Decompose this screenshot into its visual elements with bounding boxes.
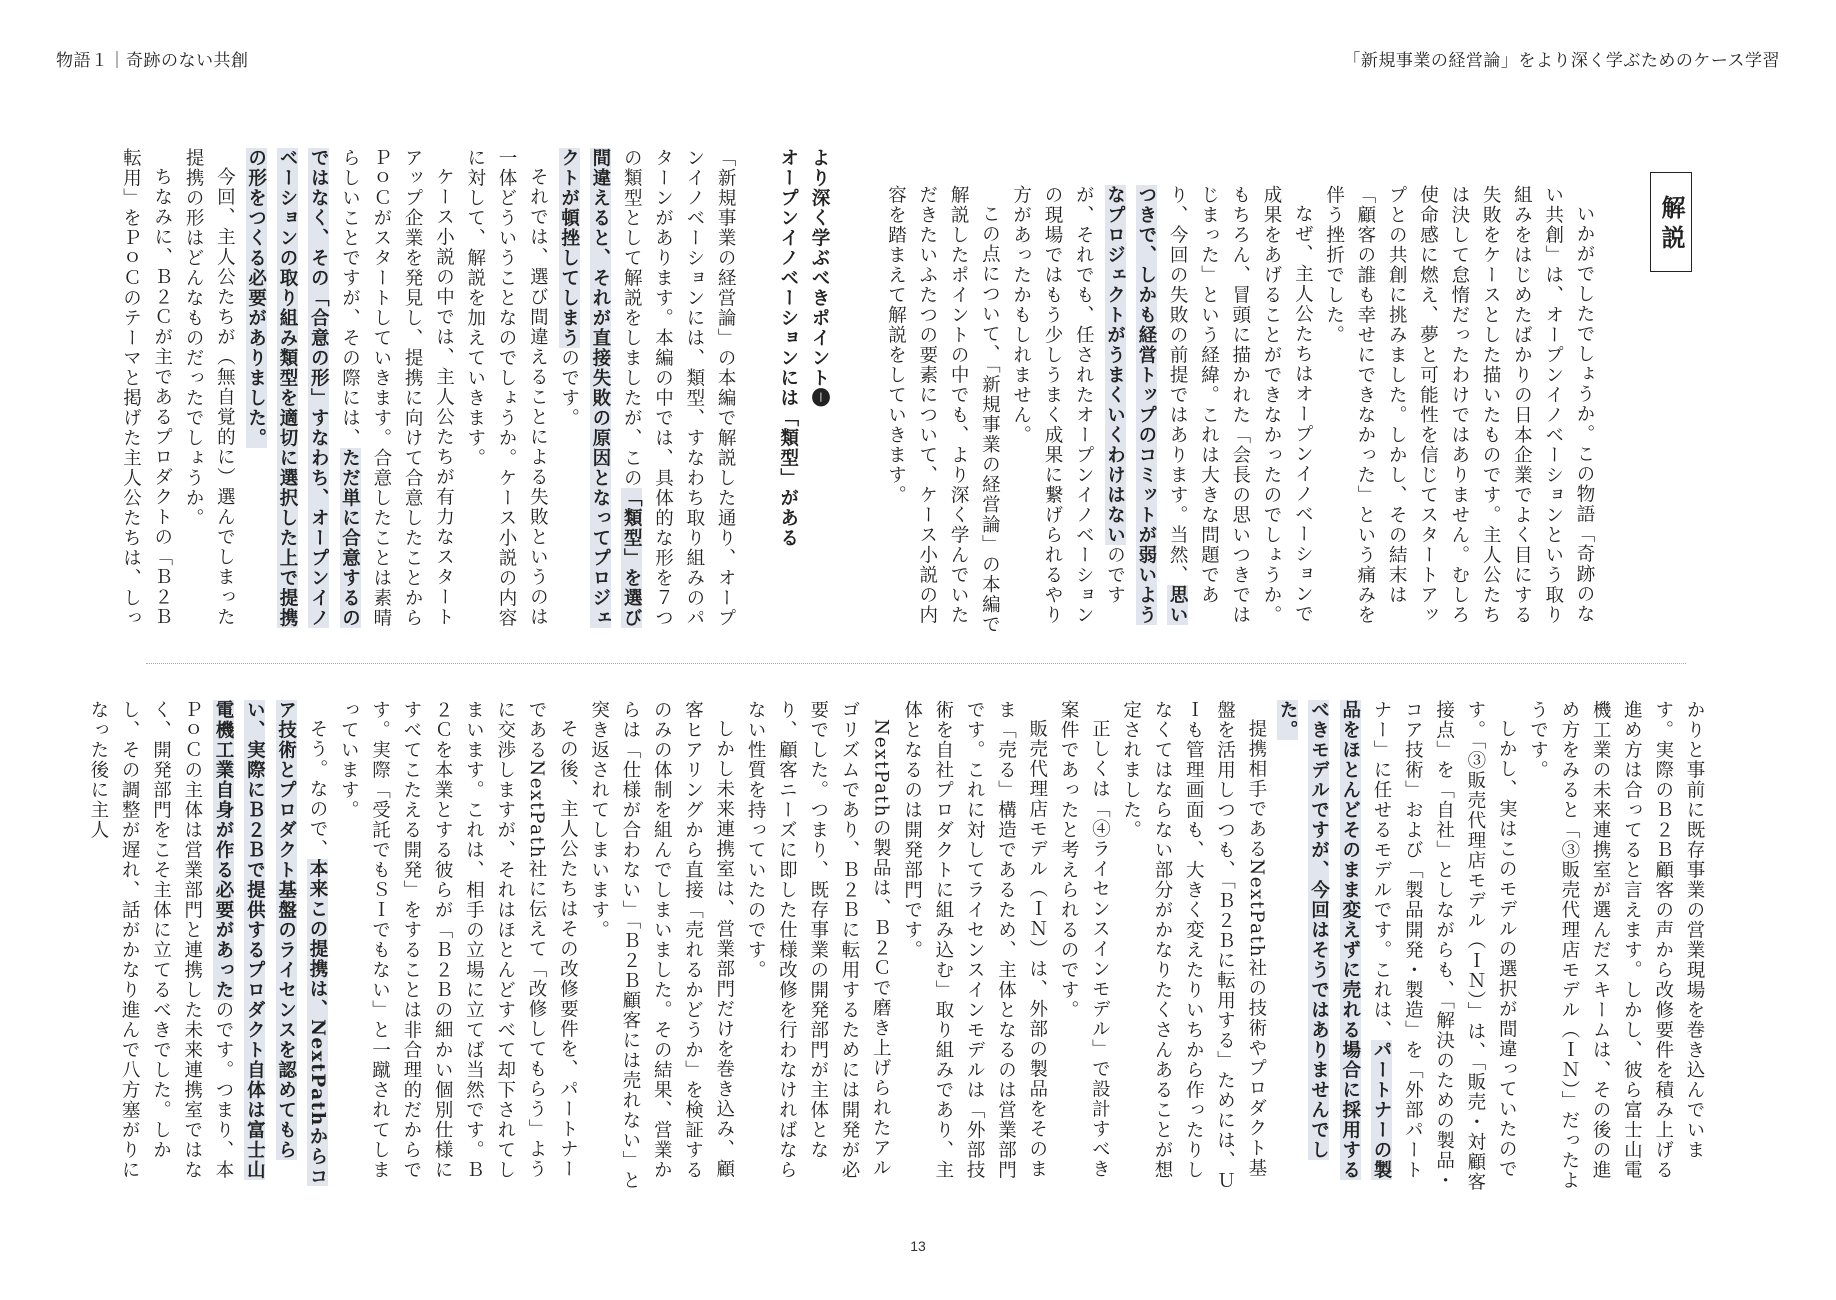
paragraph xyxy=(740,700,896,1195)
paragraph xyxy=(553,148,741,640)
section-heading: オープンイノベーションには「類型」がある xyxy=(777,148,799,548)
text-run: ケース小説の中では、主人公たちが有力なスタートアップ企業を発見し、提携に向けて合意したことからＰｏＣがスタートしていきます。合意したことは素晴らしいことですが、その際には、 xyxy=(339,148,455,628)
paragraph xyxy=(333,700,583,1195)
paragraph xyxy=(1053,700,1116,1195)
paragraph xyxy=(1005,185,1318,640)
text-run: のです。つまり、本ＰｏＣの主体は営業部門と連携した未来連携室ではなく、開発部門をこそ主体に立てるべきでした。しかし、その調整が遅れ、話がかなり進んで八方塞がりになった後に主人 xyxy=(87,700,235,1180)
paragraph xyxy=(115,148,178,640)
text-run: のですが、それでも、任されたオープンイノベーションの現場ではもう少しうまく成果に繋げられるやり方があったかもしれません。 xyxy=(1010,185,1126,625)
commentary-continued-text xyxy=(87,700,1710,1195)
paragraph xyxy=(459,148,553,640)
paragraph xyxy=(1272,700,1522,1195)
paragraph xyxy=(1522,700,1710,1195)
highlighted-text: ただ単に合意するのではなく、その「合意の形」すなわち、オープンイノベーションの取り組み類型を適切に選択した上で提携の形をつくる必要がありました。 xyxy=(245,148,361,628)
text-run: そう。なので、 xyxy=(306,718,328,859)
text-run: 「新規事業の経営論」の本編で解説した通り、オープンイノベーションには、類型、すなわち取り組みのパターンがあります。本編の中では、具体的な形を７つの類型として解説をしましたが、この xyxy=(621,148,737,628)
highlighted-text: 「類型」を選び間違えると、それが直接失敗の原因となってプロジェクトが頓挫してしまう xyxy=(558,148,643,628)
paragraph xyxy=(178,148,241,640)
text-run: いかがでしたでしょうか。この物語「奇跡のない共創」は、オープンイノベーションという取り組みをはじめたばかりの日本企業でよく目にする失敗をケースとした描いたものです。主人公たちは決して怠惰だったわけではありません。むしろ使命感に燃え、夢と可能性を信じてスタートアップとの共創に挑みました。しかし、その結末は「顧客の誰も幸せにできなかった」という痛みを伴う挫折でした。 xyxy=(1323,185,1595,625)
highlighted-text: 思いつきで、しかも経営トップのコミットが弱いようなプロジェクトがうまくいくわけはない xyxy=(1104,185,1189,625)
running-header-left: 物語１｜奇跡のない共創 xyxy=(56,51,249,71)
text-run: 販売代理店モデル（ＩＮ）は、外部の製品をそのまま「売る」構造であるため、主体となるのは営業部門です。これに対してライセンスインモデルは「外部技術を自社プロダクトに組み込む」取り組みであり、主体となるのは開発部門です。 xyxy=(901,700,1048,1180)
text-run: しかし、実はこのモデルの選択が間違っていたのです。「③販売代理店モデル（ＩＮ）」は、「販売・対顧客接点」を「自社」としながらも、「解決のための製品・コア技術」および「製品開発・製造」を「外部パートナー」に任せるモデルです。これは、 xyxy=(1371,700,1518,1193)
running-header-right: 「新規事業の経営論」をより深く学ぶためのケース学習 xyxy=(1343,51,1780,71)
paragraph xyxy=(583,700,739,1195)
section-label-kaisetsu: 解説 xyxy=(1650,172,1692,272)
paragraph xyxy=(896,700,1052,1195)
text-run: この点について、「新規事業の経営論」の本編で解説したポイントの中でも、より深く学んでいただきたいふたつの要素について、ケース小説の内容を踏まえて解説をしていきます。 xyxy=(885,185,1001,635)
text-run: なぜ、主人公たちはオープンイノベーションで成果をあげることができなかったのでしょうか。もちろん、冒頭に描かれた「会長の思いつきではじまった」という経緯。これは大きな問題であり、今回の失敗の前提ではあります。当然、 xyxy=(1167,185,1314,625)
highlighted-text: 本来この提携は、NextPathからコア技術とプロダクト基盤のライセンスを認めてもらい、実際にＢ２Ｂで提供するプロダクト自体は富士山電機工業自身が作る必要があった xyxy=(213,700,328,1187)
learning-point-1-text xyxy=(120,148,835,640)
paragraph xyxy=(83,700,333,1195)
text-run: 提携相手であるNextPath社の技術やプロダクト基盤を活用しつつも、「Ｂ２Ｂに転用する」ためには、ＵＩも管理画面も、大きく変えたりいちから作ったりしなくてはならない部分がかなりたくさんあることが想定されました。 xyxy=(1120,700,1267,1191)
paragraph xyxy=(240,148,459,640)
text-run: のです。 xyxy=(558,348,580,428)
text-run: しかし未来連携室は、営業部門だけを巻き込み、顧客ヒアリングから直接「売れるかどうか」を検証するのみの体制を組んでしまいました。その結果、営業からは「仕様が合わない」「Ｂ２Ｂ顧客には売れない」と突き返されてしまいます。 xyxy=(588,700,735,1191)
paragraph xyxy=(1318,185,1600,640)
commentary-intro-text xyxy=(885,185,1600,640)
text-run: その後、主人公たちはその改修要件を、パートナーであるNextPath社に伝えて「改修してもらう」ように交渉しますが、それはほとんどすべて却下されてしまいます。これは、相手の立場に立てば当然です。Ｂ２Ｃを本業とする彼らが「Ｂ２Ｂの細かい個別仕様にすべてこたえる開発」をすることは非合理的だからです。実際「受託でもＳＩでもない」と一蹴されてしまっています。 xyxy=(338,700,579,1180)
spacer xyxy=(741,148,772,640)
section-heading: より深く学ぶべきポイント❶ xyxy=(809,148,830,408)
text-run: かりと事前に既存事業の営業現場を巻き込んでいます。実際のＢ２Ｂ顧客の声から改修要件を積み上げる進め方は合ってると言えます。しかし、彼ら富士山電機工業の未来連携室が選んだスキームは、その後の進め方をみると「③販売代理店モデル（ＩＮ）」だったようです。 xyxy=(1527,700,1705,1191)
text-run: NextPathの製品は、Ｂ２Ｃで磨き上げられたアルゴリズムであり、Ｂ２Ｂに転用するためには開発が必要でした。つまり、既存事業の開発部門が主体となり、顧客ニーズに即した仕様改修を行わなければならない性質を持っていたのです。 xyxy=(745,700,892,1180)
section-divider xyxy=(146,663,1686,664)
text-run: それでは、選び間違えることによる失敗というのは一体どういうことなのでしょうか。ケース小説の内容に対して、解説を加えていきます。 xyxy=(464,148,549,628)
paragraph xyxy=(880,185,1005,640)
text-run: 今回、主人公たちが（無自覚的に）選んでしまった提携の形はどんなものだったでしょうか。 xyxy=(183,148,236,627)
text-run: 正しくは「④ライセンスインモデル」で設計すべき案件であったと考えられるのです。 xyxy=(1058,700,1111,1179)
highlighted-text: パートナーの製品をほとんどそのまま変えずに売れる場合に採用するべきモデルですが、今回はそうではありませんでした。 xyxy=(1277,700,1393,1180)
text-run: ちなみに、Ｂ２Ｃが主であるプロダクトの「Ｂ２Ｂ転用」をＰｏＣのテーマと掲げた主人公たちは、しっ xyxy=(120,148,173,628)
page-number: 13 xyxy=(910,1238,926,1254)
paragraph xyxy=(1115,700,1271,1195)
